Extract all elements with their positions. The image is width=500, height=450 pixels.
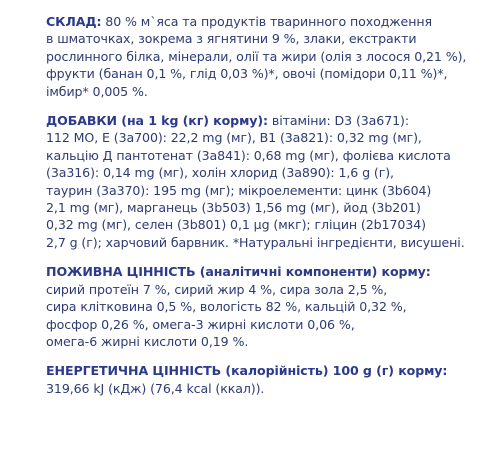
additives-line-8: 2,7 g (г); харчовий барвник. *Натуральні інгредієнти, висушені. xyxy=(46,234,465,250)
composition-text: 80 % м`яса та продуктів тваринного походження xyxy=(101,14,432,29)
composition-line-3: рослинного білка, мінерали, олії та жири (олія з лосося 0,21 %), xyxy=(46,48,467,64)
energy-section xyxy=(46,362,490,397)
additives-line-2: 112 МО, Е (3a700): 22,2 mg (мг), B1 (3a821): 0,32 mg (мг), xyxy=(46,130,422,146)
energy-heading: ЕНЕРГЕТИЧНА ЦІННІСТЬ (калорійність) 100 g (г) корму: xyxy=(46,363,448,379)
additives-line-6: 2,1 mg (мг), марганець (3b503) 1,56 mg (мг), йод (3b201) xyxy=(46,200,421,216)
composition-section xyxy=(46,13,490,100)
nutritional-section xyxy=(46,263,490,350)
composition-line-5: імбир* 0,005 %. xyxy=(46,83,148,99)
composition-heading: СКЛАД: xyxy=(46,14,102,29)
nutritional-line-1: сирий протеїн 7 %, сирий жир 4 %, сира зола 2,5 %, xyxy=(46,281,388,297)
nutritional-heading: ПОЖИВНА ЦІННІСТЬ (аналітичні компоненти) корму: xyxy=(46,264,431,280)
composition-line-2: в шматочках, зокрема з ягнятини 9 %, злаки, екстракти xyxy=(46,31,417,47)
additives-line-1 xyxy=(46,112,490,129)
additives-heading: ДОБАВКИ (на 1 kg (кг) корму): xyxy=(46,113,268,129)
additives-line-3: кальцію Д пантотенат (3a841): 0,68 mg (мг), фолієва кислота xyxy=(46,147,451,163)
additives-line-7: 0,32 mg (мг), селен (3b801) 0,1 µg (мкг); гліцин (2b17034) xyxy=(46,217,426,233)
additives-line-4: (3a316): 0,14 mg (мг), холін хлорид (3a890): 1,6 g (г), xyxy=(46,165,394,181)
nutritional-line-3: фосфор 0,26 %, омега-3 жирні кислоти 0,06 %, xyxy=(46,316,355,332)
composition-line-1 xyxy=(46,13,490,30)
nutritional-line-4: омега-6 жирні кислоти 0,19 %. xyxy=(46,333,249,349)
additives-section xyxy=(46,112,490,251)
additives-text: вітаміни: D3 (3a671): xyxy=(267,113,409,129)
energy-line-1: 319,66 kJ (кДж) (76,4 kcal (ккал)). xyxy=(46,380,265,396)
nutritional-line-2: сира клітковина 0,5 %, вологість 82 %, кальцій 0,32 %, xyxy=(46,299,407,315)
additives-line-5: таурин (3a370): 195 mg (мг); мікроелементи: цинк (3b604) xyxy=(46,182,432,198)
composition-line-4: фрукти (банан 0,1 %, глід 0,03 %)*, овочі (помідори 0,11 %)*, xyxy=(46,66,448,82)
